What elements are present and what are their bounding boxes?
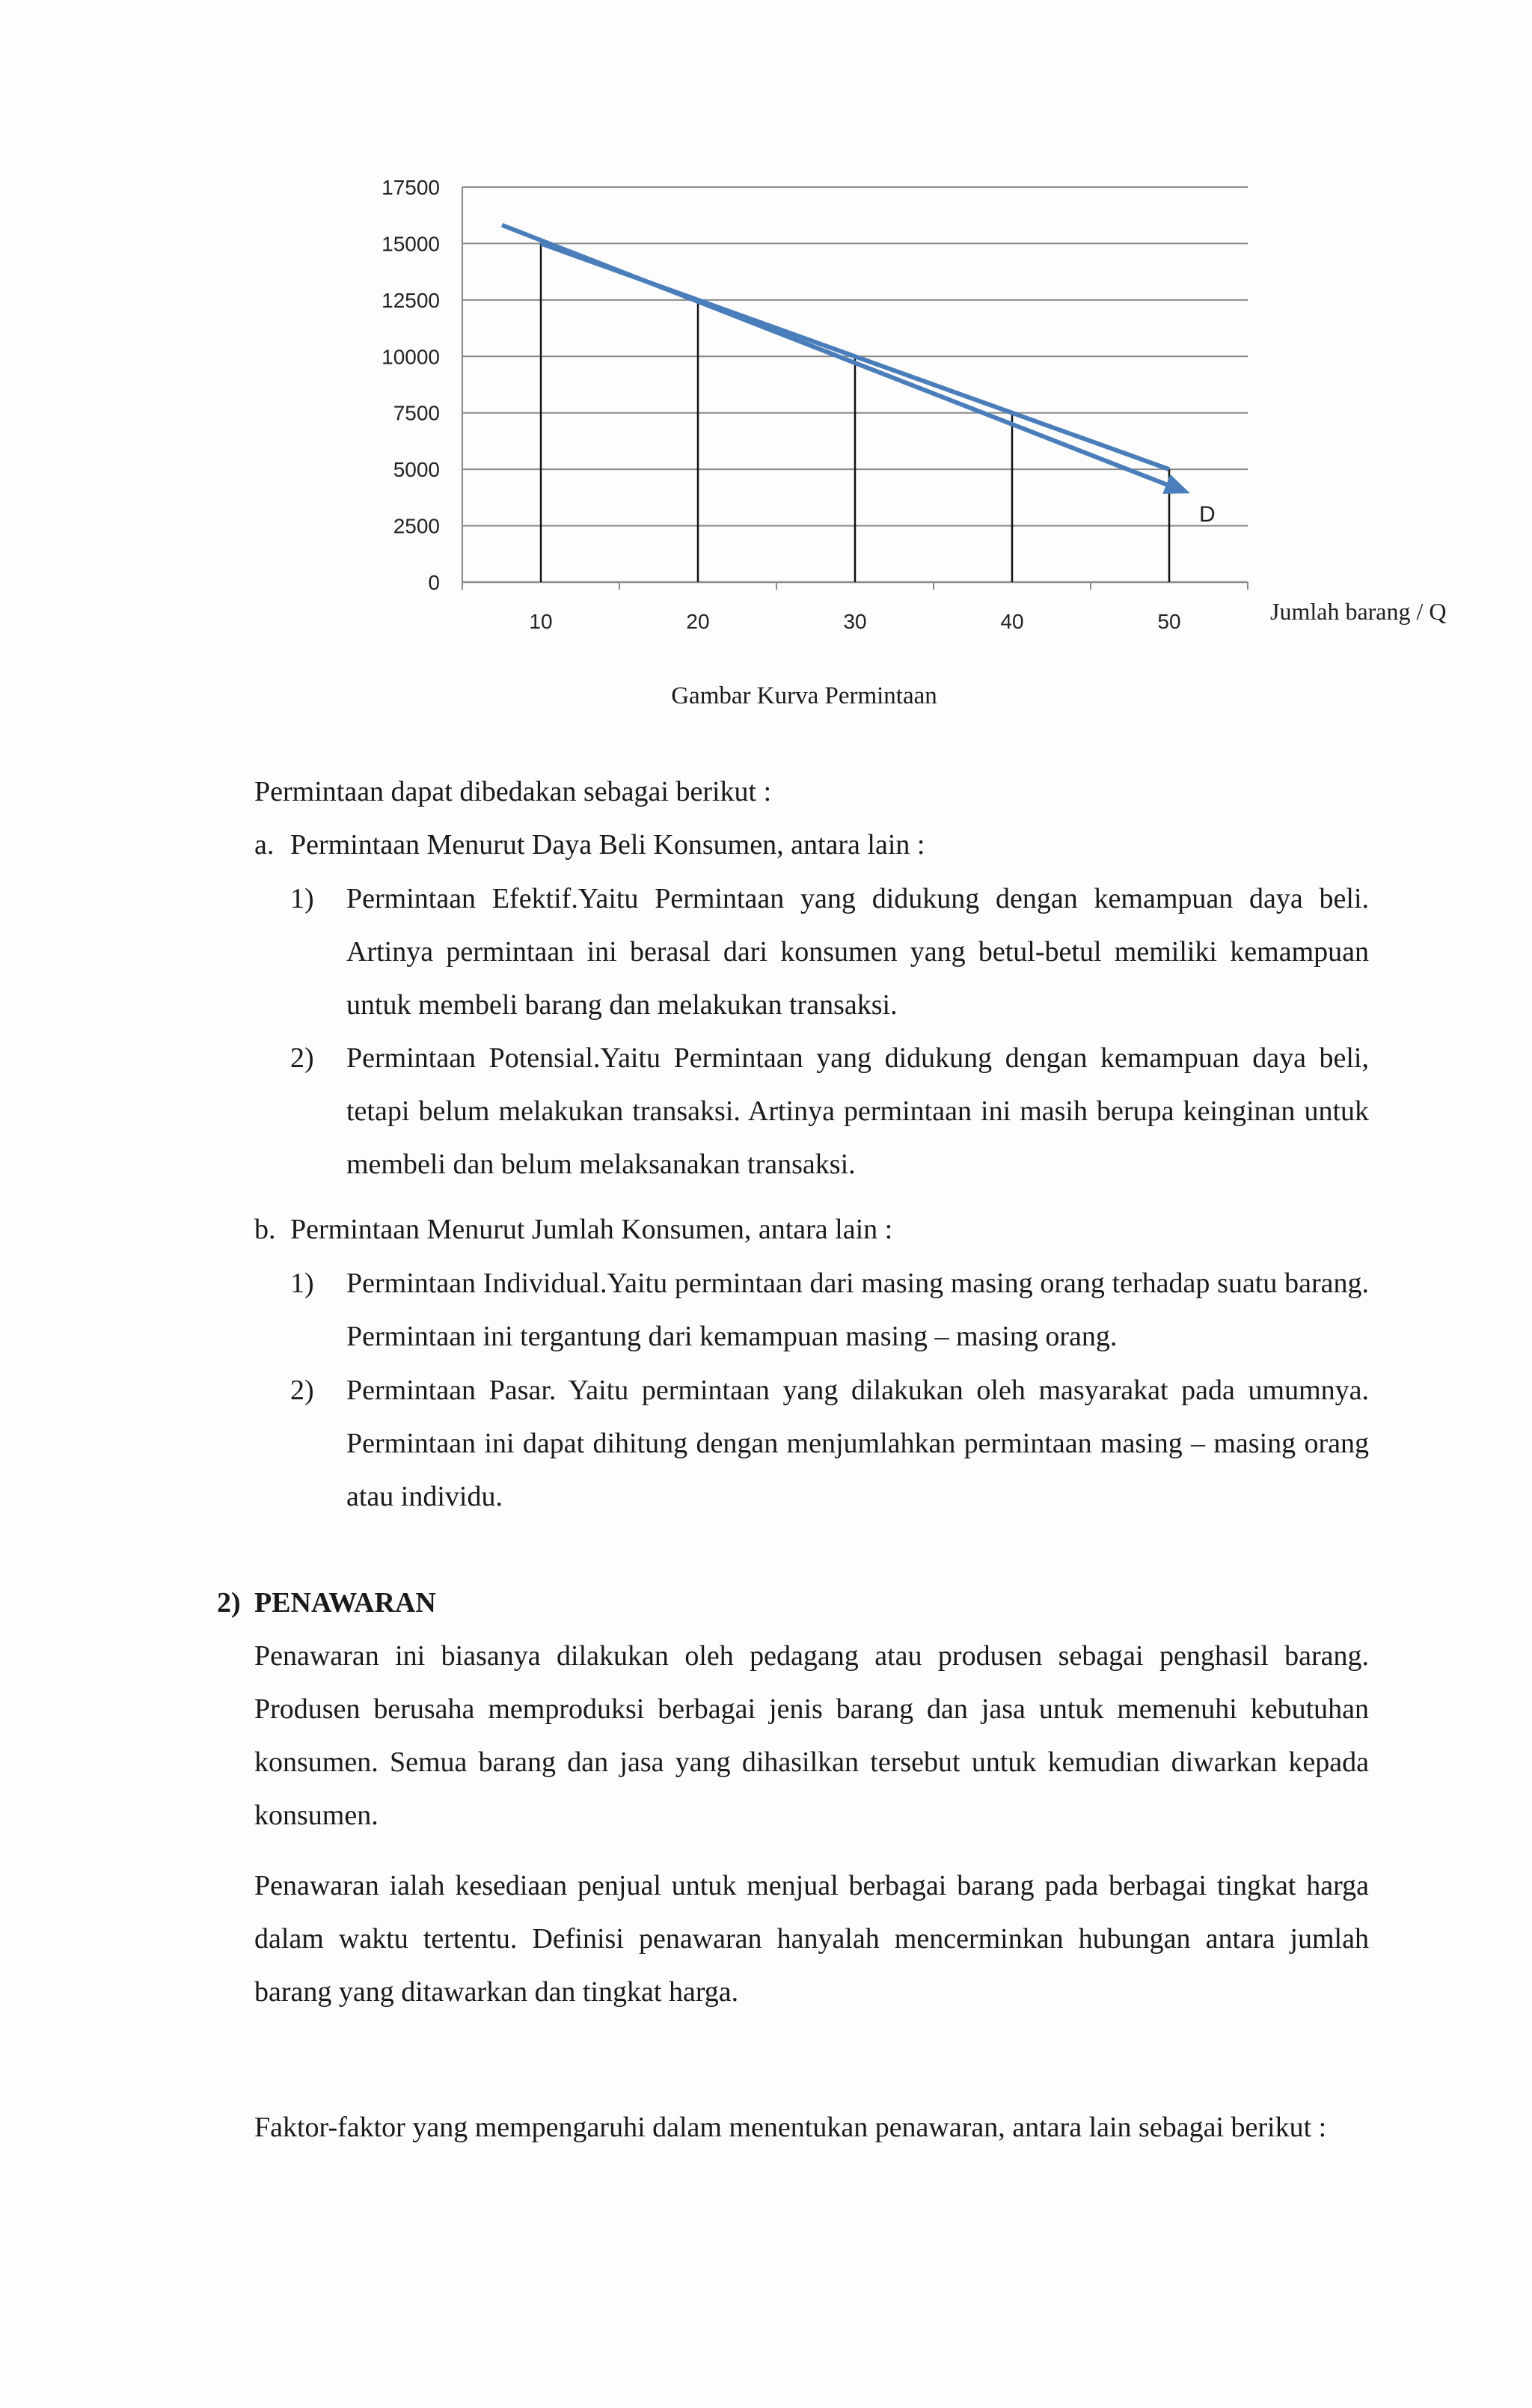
penawaran-heading: PENAWARAN — [254, 1587, 436, 1619]
section-a-title: Permintaan Menurut Daya Beli Konsumen, antara lain : — [290, 829, 925, 861]
section-b-item-2-text: Permintaan Pasar. Yaitu permintaan yang dilakukan oleh masyarakat pada umumnya. Permintaan ini dapat dihitung dengan menjumlahkan permintaan masing – masing orang atau individu. — [346, 1375, 1369, 1512]
section-b-item-1-text: Permintaan Individual.Yaitu permintaan dari masing masing orang terhadap suatu barang. Permintaan ini tergantung dari kemampuan masing – masing orang. — [346, 1268, 1369, 1352]
x-tick-label-20: 20 — [686, 610, 710, 633]
demand-curve — [502, 225, 1190, 494]
section-b-title: Permintaan Menurut Jumlah Konsumen, antara lain : — [290, 1214, 893, 1245]
intro-text: Permintaan dapat dibedakan sebagai berikut : — [254, 776, 772, 807]
x-tick-label-40: 40 — [1000, 610, 1024, 633]
y-tick-label-5000: 5000 — [393, 458, 440, 482]
y-tick-label-15000: 15000 — [382, 232, 440, 256]
x-tick-label-10: 10 — [529, 610, 553, 633]
y-tick-label-12500: 12500 — [382, 288, 440, 312]
figure-caption: Gambar Kurva Permintaan — [671, 682, 937, 709]
penawaran-number: 2) — [217, 1587, 241, 1619]
section-a-item-2-number: 2) — [290, 1042, 314, 1074]
y-axis-tick-labels — [382, 176, 440, 594]
section-b-item-1-number: 1) — [290, 1268, 314, 1299]
section-a-marker: a. — [254, 829, 275, 861]
y-tick-label-0: 0 — [428, 571, 440, 594]
y-tick-label-2500: 2500 — [393, 514, 440, 538]
section-b-marker: b. — [254, 1214, 276, 1245]
x-axis-tick-labels — [529, 610, 1180, 633]
demand-arrow-head — [1162, 474, 1190, 494]
demand-curve-chart — [329, 165, 1526, 644]
y-tick-label-17500: 17500 — [382, 176, 440, 199]
penawaran-paragraph-2: Penawaran ialah kesediaan penjual untuk menjual berbagai barang pada berbagai tingkat harga dalam waktu tertentu. Definisi penawaran hanyalah mencerminkan hubungan antara jumlah barang yang ditawarkan dan tingkat harga. — [254, 1870, 1369, 2008]
y-tick-label-10000: 10000 — [382, 345, 440, 369]
x-tick-label-30: 30 — [843, 610, 867, 633]
x-axis-title: Jumlah barang / Q — [1270, 598, 1447, 625]
x-tick-label-50: 50 — [1157, 610, 1181, 633]
section-b-item-2-number: 2) — [290, 1375, 314, 1406]
penawaran-paragraph-3: Faktor-faktor yang mempengaruhi dalam menentukan penawaran, antara lain sebagai berikut : — [254, 2112, 1327, 2143]
section-a-item-1-text: Permintaan Efektif.Yaitu Permintaan yang didukung dengan kemampuan daya beli. Artinya permintaan ini berasal dari konsumen yang betul-betul memiliki kemampuan untuk membeli barang dan melakukan transaksi. — [346, 883, 1369, 1021]
section-a-item-1-number: 1) — [290, 883, 314, 914]
y-tick-label-7500: 7500 — [393, 401, 440, 425]
curve-label-d: D — [1199, 502, 1216, 528]
section-a-item-2-text: Permintaan Potensial.Yaitu Permintaan yang didukung dengan kemampuan daya beli, tetapi belum melakukan transaksi. Artinya permintaan ini masih berupa keinginan untuk membeli dan belum melaksanakan transaksi. — [346, 1042, 1369, 1180]
penawaran-paragraph-1: Penawaran ini biasanya dilakukan oleh pedagang atau produsen sebagai penghasil barang. Produsen berusaha memproduksi berbagai jenis barang dan jasa untuk memenuhi kebutuhan konsumen. Semua barang dan jasa yang dihasilkan tersebut untuk kemudian diwarkan kepada konsumen. — [254, 1640, 1369, 1831]
